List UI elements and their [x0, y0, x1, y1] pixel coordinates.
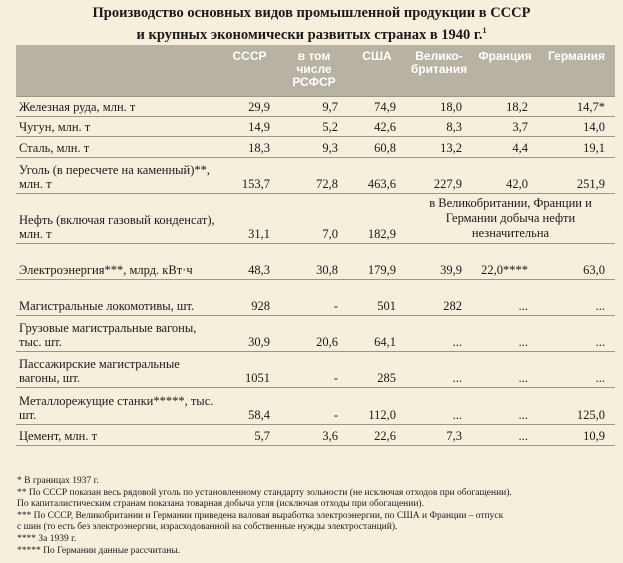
cell-rsfsr: 9,3: [280, 136, 348, 157]
row-label: Металлорежущие станки*****, тыс. шт.: [16, 387, 219, 424]
cell-ussr: 29,9: [219, 96, 280, 116]
title-line-1: Производство основных видов промышленной продукции в СССР: [92, 5, 531, 21]
cell-france: 22,0****: [472, 243, 538, 279]
table-row: [16, 96, 615, 116]
cell-ussr: 153,7: [219, 157, 280, 193]
cell-usa: 463,6: [348, 157, 406, 193]
row-label: Сталь, млн. т: [16, 136, 219, 157]
cell-france: 42,0: [472, 157, 538, 193]
cell-germany: 251,9: [538, 157, 615, 193]
cell-germany: ...: [538, 351, 615, 387]
cell-usa: 60,8: [348, 136, 406, 157]
cell-uk: 227,9: [406, 157, 472, 193]
cell-germany: 19,1: [538, 136, 615, 157]
cell-germany: 10,9: [538, 424, 615, 445]
cell-usa: 74,9: [348, 96, 406, 116]
cell-uk: 13,2: [406, 136, 472, 157]
cell-rsfsr: 5,2: [280, 116, 348, 136]
cell-uk: 7,3: [406, 424, 472, 445]
table-title: [0, 0, 623, 43]
cell-usa: 64,1: [348, 315, 406, 351]
cell-france: ...: [472, 279, 538, 315]
table-row: [16, 279, 615, 315]
table-row: [16, 424, 615, 445]
cell-ussr: 5,7: [219, 424, 280, 445]
header-indicator: [16, 45, 219, 96]
table-row: [16, 387, 615, 424]
cell-usa: 285: [348, 351, 406, 387]
cell-france: ...: [472, 315, 538, 351]
cell-rsfsr: -: [280, 387, 348, 424]
row-label: Грузовые магистральные вагоны, тыс. шт.: [16, 315, 219, 351]
production-table: [16, 45, 615, 446]
table-row: [16, 193, 615, 243]
cell-uk: ...: [406, 351, 472, 387]
cell-ussr: 1051: [219, 351, 280, 387]
cell-rsfsr: 30,8: [280, 243, 348, 279]
cell-rsfsr: 72,8: [280, 157, 348, 193]
footnote: * В границах 1937 г.: [17, 476, 99, 486]
cell-usa: 42,6: [348, 116, 406, 136]
cell-rsfsr: -: [280, 351, 348, 387]
cell-germany: 14,7*: [538, 96, 615, 116]
cell-usa: 179,9: [348, 243, 406, 279]
header-uk: Велико- британия: [406, 45, 472, 96]
table-row: [16, 351, 615, 387]
cell-ussr: 928: [219, 279, 280, 315]
cell-germany: 14,0: [538, 116, 615, 136]
footnote: ***** По Германии данные рассчитаны.: [17, 545, 181, 556]
cell-ussr: 14,9: [219, 116, 280, 136]
cell-ussr: 31,1: [219, 193, 280, 243]
table-row: [16, 136, 615, 157]
row-label: Электроэнергия***, млрд. кВт·ч: [16, 243, 219, 279]
table-row: [16, 116, 615, 136]
footnote: По капиталистическим странам показана товарная добыча угля (исключая отходы при обогащении).: [17, 499, 424, 510]
cell-usa: 22,6: [348, 424, 406, 445]
cell-germany: 125,0: [538, 387, 615, 424]
row-label: Железная руда, млн. т: [16, 96, 219, 116]
footnotes: [17, 476, 617, 557]
cell-rsfsr: 7,0: [280, 193, 348, 243]
cell-germany: 63,0: [538, 243, 615, 279]
merged-note-oil: в Великобритании, Франции и Германии добыча нефти незначительна: [406, 193, 615, 243]
cell-germany: ...: [538, 279, 615, 315]
cell-rsfsr: -: [280, 279, 348, 315]
header-row: [16, 45, 615, 96]
cell-usa: 112,0: [348, 387, 406, 424]
cell-germany: ...: [538, 315, 615, 351]
footnote: **** За 1939 г.: [17, 533, 77, 544]
table-row: [16, 315, 615, 351]
cell-usa: 182,9: [348, 193, 406, 243]
footnote: *** По СССР, Великобритании и Германии приведена валовая выработка электроэнергии, по США и Франции – отпуск: [17, 510, 504, 521]
header-france: Франция: [472, 45, 538, 96]
row-label: Уголь (в пересчете на каменный)**, млн. т: [16, 157, 219, 193]
cell-france: 3,7: [472, 116, 538, 136]
table-row: [16, 157, 615, 193]
cell-uk: 39,9: [406, 243, 472, 279]
cell-rsfsr: 3,6: [280, 424, 348, 445]
title-footnote-mark: 1: [482, 26, 487, 35]
cell-ussr: 30,9: [219, 315, 280, 351]
cell-uk: 18,0: [406, 96, 472, 116]
cell-ussr: 48,3: [219, 243, 280, 279]
cell-ussr: 58,4: [219, 387, 280, 424]
cell-france: 18,2: [472, 96, 538, 116]
cell-uk: ...: [406, 315, 472, 351]
cell-france: ...: [472, 424, 538, 445]
row-label: Чугун, млн. т: [16, 116, 219, 136]
footnote: ** По СССР показан весь рядовой уголь по установленному стандарту зольности (не исключая отходов при обогащении).: [17, 487, 512, 498]
cell-rsfsr: 9,7: [280, 96, 348, 116]
cell-usa: 501: [348, 279, 406, 315]
cell-uk: 8,3: [406, 116, 472, 136]
title-line-2: и крупных экономически развитых странах в 1940 г.$^1$: [136, 26, 487, 43]
cell-uk: 282: [406, 279, 472, 315]
cell-france: ...: [472, 351, 538, 387]
cell-ussr: 18,3: [219, 136, 280, 157]
table-row: [16, 243, 615, 279]
row-label: Пассажирские магистральные вагоны, шт.: [16, 351, 219, 387]
header-germany: Германия: [538, 45, 615, 96]
cell-france: 4,4: [472, 136, 538, 157]
cell-france: ...: [472, 387, 538, 424]
cell-uk: ...: [406, 387, 472, 424]
footnote: с шин (то есть без электроэнергии, израсходованной на собственные нужды электростанций).: [17, 522, 398, 533]
header-rsfsr: в том числе РСФСР: [280, 45, 348, 96]
row-label: Нефть (включая газовый конденсат), млн. т: [16, 193, 219, 243]
row-label: Цемент, млн. т: [16, 424, 219, 445]
header-usa: США: [348, 45, 406, 96]
row-label: Магистральные локомотивы, шт.: [16, 279, 219, 315]
cell-rsfsr: 20,6: [280, 315, 348, 351]
header-ussr: СССР: [219, 45, 280, 96]
